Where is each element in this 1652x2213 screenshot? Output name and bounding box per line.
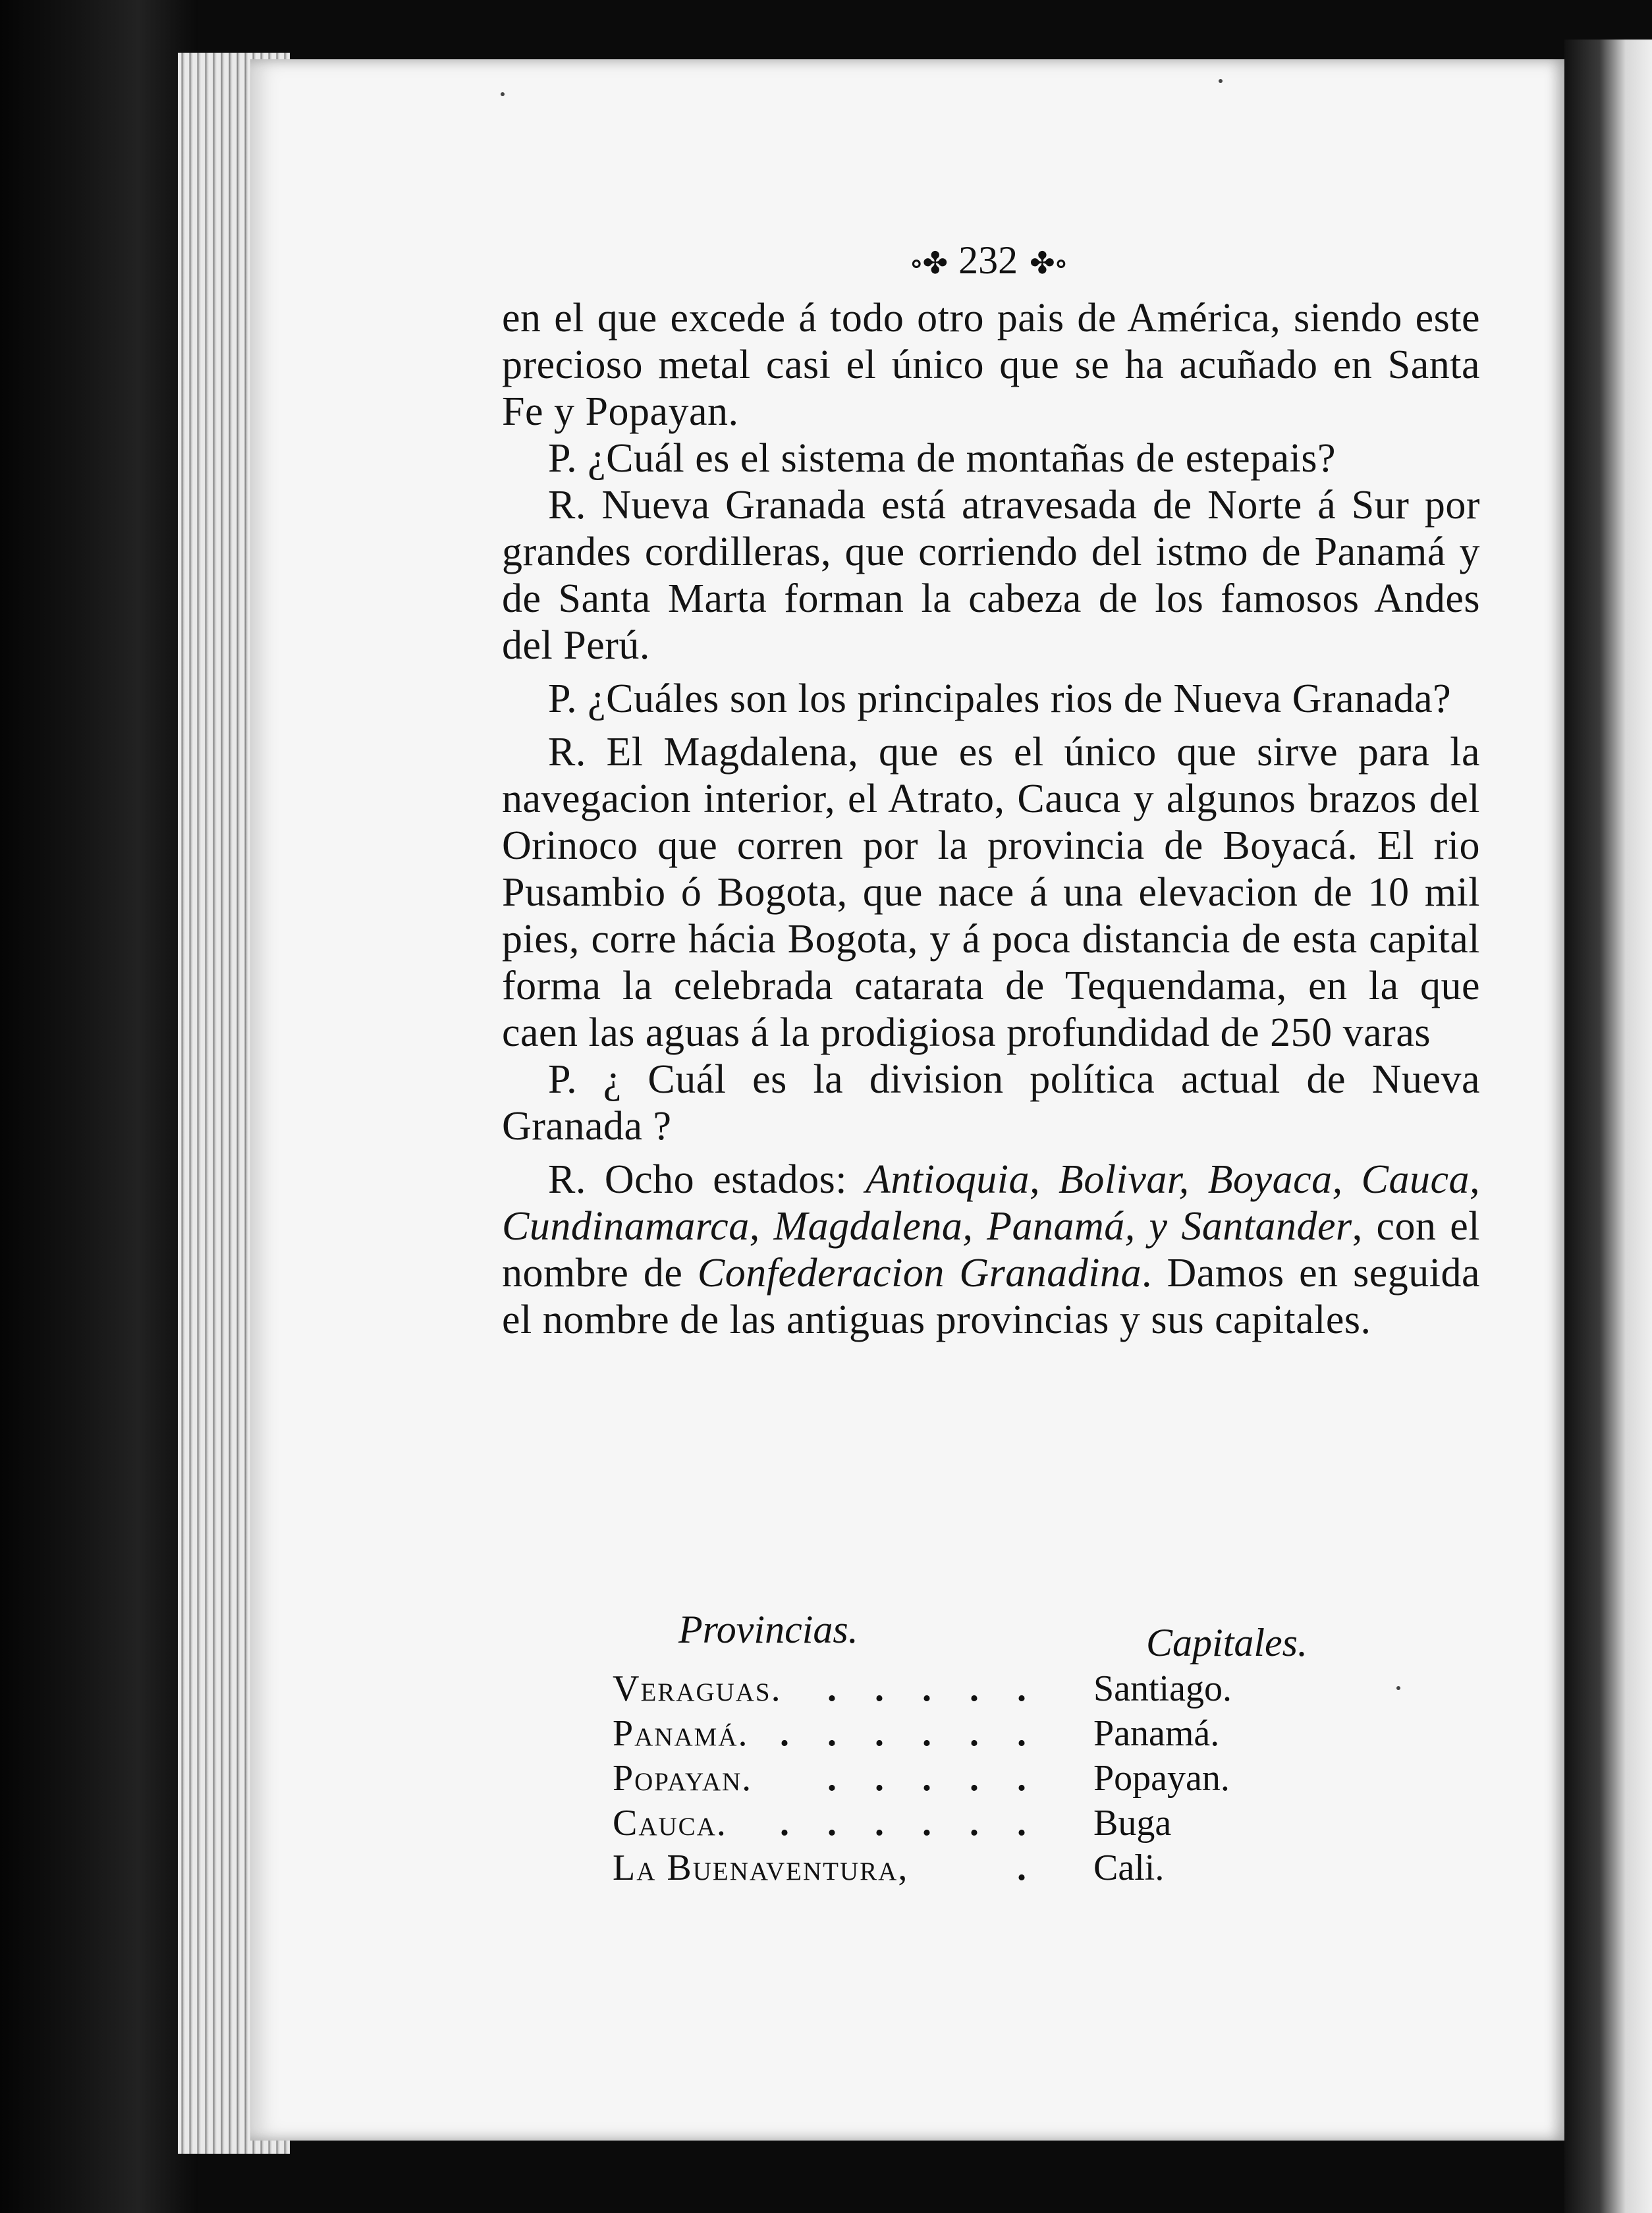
- capitals-header: Capitales.: [1146, 1621, 1308, 1664]
- provinces-table: [613, 1607, 1350, 1890]
- answer-rivers: R. El Magdalena, que es el único que sirve para la navegacion interior, el Atrato, Cauca y algunos brazos del Orinoco que corren por la provincia de Boyacá. El rio Pusambio ó Bogota, que nace á una elevacion de 10 mil pies, corre hácia Bogota, y á poca distancia de esta capital forma la celebrada catarata de Tequendama, en la que caen las aguas á la prodigiosa profundidad de 250 varas: [502, 730, 1480, 1055]
- table-row: [613, 1801, 1350, 1845]
- ornament-right-icon: ✤∘: [1030, 246, 1068, 280]
- question-mountains: P. ¿Cuál es el sistema de montañas de estepais?: [548, 436, 1336, 481]
- leader-dots: . . . . . .: [780, 1803, 1041, 1844]
- leader-dots: . . . . .: [827, 1758, 1041, 1799]
- leader-dots: . . . . .: [827, 1668, 1041, 1709]
- capital-name: Panamá.: [1093, 1713, 1220, 1754]
- answer-division: [502, 1157, 1480, 1344]
- answer-mountains: R. Nueva Granada está atravesada de Norte á Sur por grandes cordilleras, que corriendo del istmo de Panamá y de Santa Marta forman la cabeza de los famosos Andes del Perú.: [502, 483, 1480, 668]
- province-name: La Buenaventura,: [613, 1847, 909, 1888]
- capital-name: Popayan.: [1093, 1758, 1230, 1799]
- answer-tail: . Damos en seguida el nombre de las antiguas provincias y sus capitales.: [502, 1251, 1480, 1342]
- paragraph-continuation: en el que excede á todo otro pais de América, siendo este precioso metal casi el único que se ha acuñado en Santa Fe y Popayan.: [502, 296, 1480, 434]
- ornament-left-icon: ∘✤: [909, 246, 947, 280]
- leader-dots: . . . . . .: [780, 1713, 1041, 1754]
- facing-page-edge: [1564, 40, 1652, 2213]
- table-header: [613, 1607, 1350, 1666]
- answer-middle: , con el nombre de: [502, 1204, 1480, 1296]
- leader-dots: .: [1017, 1847, 1041, 1888]
- province-name: Veraguas.: [613, 1668, 782, 1709]
- states-list: Antioquia, Bolivar, Boyaca, Cauca, Cundinamarca, Magdalena, Panamá, y Santander: [502, 1157, 1480, 1249]
- province-name: Cauca.: [613, 1803, 727, 1844]
- confederation-name: Confederacion Granadina: [697, 1251, 1142, 1296]
- answer-lead: R. Ocho estados:: [548, 1157, 866, 1202]
- provinces-header: Provincias.: [678, 1608, 858, 1651]
- page-header: [909, 237, 1067, 283]
- page-body: [502, 295, 1480, 1344]
- table-row: [613, 1666, 1350, 1711]
- capital-name: Cali.: [1093, 1847, 1165, 1888]
- province-name: Panamá.: [613, 1713, 749, 1754]
- table-row: [613, 1711, 1350, 1756]
- province-name: Popayan.: [613, 1758, 753, 1799]
- page-number: 232: [958, 238, 1018, 282]
- ink-speck: [1396, 1686, 1400, 1690]
- question-rivers: P. ¿Cuáles son los principales rios de Nueva Granada?: [548, 676, 1452, 721]
- ink-speck: [501, 92, 505, 96]
- book-spine: [0, 0, 198, 2213]
- question-division: P. ¿ Cuál es la division política actual de Nueva Granada ?: [502, 1057, 1480, 1149]
- table-row: [613, 1845, 1350, 1890]
- capital-name: Buga: [1093, 1803, 1172, 1844]
- capital-name: Santiago.: [1093, 1668, 1232, 1709]
- table-row: [613, 1756, 1350, 1801]
- ink-speck: [1219, 79, 1223, 83]
